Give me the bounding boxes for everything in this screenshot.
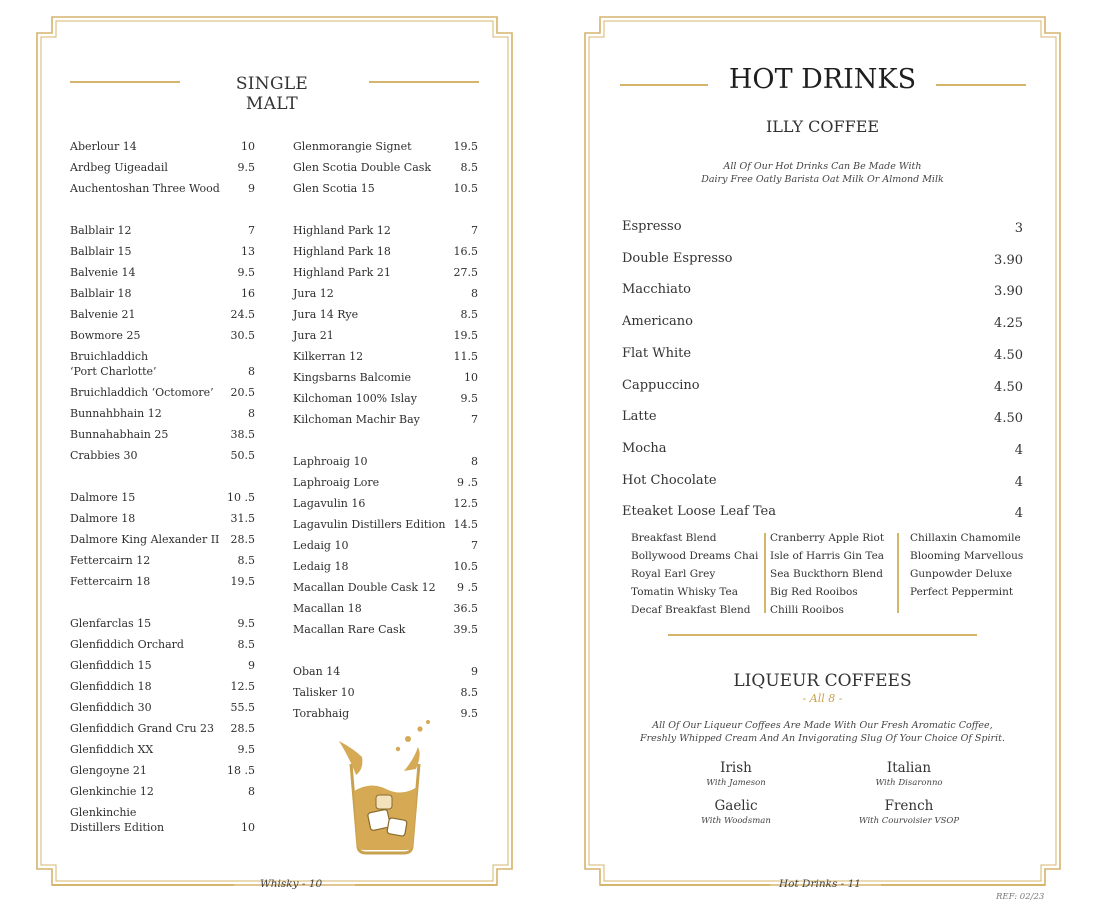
whisky-name: Highland Park 21 xyxy=(293,266,391,279)
whisky-name: Bruichladdich xyxy=(70,350,149,363)
drink-price: 3 xyxy=(1014,221,1023,236)
liqueur-note-line-2: Freshly Whipped Cream And An Invigorating Slug Of Your Choice Of Spirit. xyxy=(640,733,1005,744)
milk-note-line-2: Dairy Free Oatly Barista Oat Milk Or Almond Milk xyxy=(701,174,944,185)
whisky-name: Talisker 10 xyxy=(293,686,355,699)
whisky-price: 9 .5 xyxy=(457,476,478,489)
whisky-name: Glenfiddich Orchard xyxy=(70,638,184,651)
liqueur-item xyxy=(829,760,989,788)
whisky-name: Glenkinchie xyxy=(70,806,137,819)
whisky-name: Fettercairn 12 xyxy=(70,554,151,567)
whisky-price: 13 xyxy=(241,245,255,258)
tea-item: Isle of Harris Gin Tea xyxy=(770,550,885,562)
whisky-price: 7 xyxy=(471,224,478,237)
liqueur-name: French xyxy=(884,798,934,814)
whisky-price: 38.5 xyxy=(230,428,255,441)
liqueur-spirit: With Jameson xyxy=(706,778,766,788)
tea-column-3 xyxy=(910,529,1023,601)
drink-item xyxy=(622,282,1023,300)
footer-rule-right xyxy=(881,884,1045,886)
whisky-price: 28.5 xyxy=(230,722,255,735)
whisky-price: 9.5 xyxy=(237,743,255,756)
title-rule-right xyxy=(936,84,1026,86)
tea-item: Royal Earl Grey xyxy=(631,568,716,580)
whisky-name: Macallan Double Cask 12 xyxy=(293,581,436,594)
whisky-name: Glenfiddich 15 xyxy=(70,659,152,672)
whisky-price: 9 xyxy=(248,182,255,195)
drink-price: 4.50 xyxy=(994,411,1023,427)
drink-item xyxy=(622,251,1023,266)
whisky-name: Dalmore 18 xyxy=(70,512,136,525)
whisky-price: 10.5 xyxy=(453,560,478,573)
whisky-name: Aberlour 14 xyxy=(70,140,137,153)
tea-column-2 xyxy=(770,529,884,619)
whisky-price: 8 xyxy=(471,287,478,300)
liqueur-name: Irish xyxy=(720,760,752,776)
whisky-price: 9.5 xyxy=(237,161,255,174)
footer-rule-left xyxy=(600,884,770,886)
drink-item xyxy=(622,504,1023,522)
whisky-name: Glen Scotia 15 xyxy=(293,182,375,195)
tea-column-1 xyxy=(631,529,758,619)
whisky-name: Kilchoman Machir Bay xyxy=(293,413,420,426)
drink-name: Cappuccino xyxy=(622,377,700,393)
footer-rule-right xyxy=(355,884,497,886)
whisky-glass-icon xyxy=(336,719,436,859)
tea-item: Tomatin Whisky Tea xyxy=(631,586,738,598)
page-title: HOT DRINKS xyxy=(728,64,917,95)
liqueur-name: Italian xyxy=(886,760,932,776)
whisky-name: Auchentoshan Three Wood xyxy=(70,182,220,195)
whisky-price: 8.5 xyxy=(237,554,255,567)
whisky-name: Lagavulin 16 xyxy=(293,497,366,510)
whisky-name: Kilkerran 12 xyxy=(293,350,364,363)
whisky-name: Glenmorangie Signet xyxy=(293,140,412,153)
liqueur-item xyxy=(656,798,816,826)
whisky-price: 11.5 xyxy=(453,350,478,363)
drink-name: Double Espresso xyxy=(622,250,733,266)
drink-price: 4.50 xyxy=(994,347,1023,363)
drink-name: Eteaket Loose Leaf Tea xyxy=(622,504,776,520)
whisky-price: 9 xyxy=(248,659,255,672)
drink-price: 4.50 xyxy=(994,379,1023,395)
whisky-name: Jura 12 xyxy=(293,287,334,300)
tea-item: Chilli Rooibos xyxy=(770,604,844,616)
whisky-name: Ledaig 10 xyxy=(293,539,349,552)
tea-item: Breakfast Blend xyxy=(631,532,717,544)
whisky-name: Bruichladdich ‘Octomore’ xyxy=(70,386,214,399)
section-subtitle: ILLY COFFEE xyxy=(765,117,880,136)
drink-name: Latte xyxy=(622,409,657,425)
title-rule-right xyxy=(369,81,479,83)
whisky-name: Glengoyne 21 xyxy=(70,764,147,777)
drink-item xyxy=(622,378,1023,393)
tea-item: Chillaxin Chamomile xyxy=(910,532,1021,544)
whisky-name: Dalmore 15 xyxy=(70,491,136,504)
whisky-name: Glenfiddich Grand Cru 23 xyxy=(70,722,215,735)
whisky-name: Glenfiddich 30 xyxy=(70,701,152,714)
tea-item: Perfect Peppermint xyxy=(910,586,1014,598)
liqueur-name: Gaelic xyxy=(714,798,758,814)
section-title: SINGLE MALT xyxy=(235,74,309,114)
whisky-price: 50.5 xyxy=(230,449,255,462)
page-single-malt xyxy=(36,16,513,890)
page-footer: Whisky - 10 xyxy=(260,878,323,890)
whisky-price: 7 xyxy=(471,539,478,552)
whisky-name: Ardbeg Uigeadail xyxy=(70,161,168,174)
whisky-name: Jura 21 xyxy=(293,329,334,342)
drink-item xyxy=(622,314,1023,332)
title-rule-left xyxy=(620,84,708,86)
drink-item xyxy=(622,441,1023,456)
whisky-name-line-2: Distillers Edition xyxy=(70,821,165,834)
whisky-price: 27.5 xyxy=(453,266,478,279)
whisky-price: 10 xyxy=(464,371,478,384)
page-footer: Hot Drinks - 11 xyxy=(779,878,861,890)
tea-item: Cranberry Apple Riot xyxy=(770,532,885,544)
drink-price: 4 xyxy=(1014,474,1023,490)
whisky-price: 8.5 xyxy=(237,638,255,651)
whisky-price: 14.5 xyxy=(453,518,478,531)
whisky-price: 19.5 xyxy=(453,140,478,153)
whisky-name: Kilchoman 100% Islay xyxy=(293,392,417,405)
tea-item: Bollywood Dreams Chai xyxy=(631,550,759,562)
whisky-price: 8 xyxy=(248,785,255,798)
whisky-price: 9 xyxy=(471,665,478,678)
whisky-name: Highland Park 18 xyxy=(293,245,391,258)
whisky-name: Fettercairn 18 xyxy=(70,575,151,588)
whisky-name: Glenfiddich 18 xyxy=(70,680,152,693)
whisky-name: Oban 14 xyxy=(293,665,341,678)
whisky-price: 8 xyxy=(248,365,255,378)
reference-code: REF: 02/23 xyxy=(996,892,1045,902)
whisky-price: 18 .5 xyxy=(227,764,255,777)
tea-divider xyxy=(897,533,899,613)
whisky-price: 10 xyxy=(241,140,255,153)
whisky-name: Kingsbarns Balcomie xyxy=(293,371,411,384)
tea-item: Sea Buckthorn Blend xyxy=(770,568,883,580)
drink-name: Mocha xyxy=(622,440,667,456)
tea-item: Big Red Rooibos xyxy=(770,586,858,598)
whisky-price: 9.5 xyxy=(460,392,478,405)
whisky-price: 7 xyxy=(471,413,478,426)
tea-item: Blooming Marvellous xyxy=(910,550,1024,562)
whisky-name: Balblair 15 xyxy=(70,245,132,258)
whisky-price: 9 .5 xyxy=(457,581,478,594)
liqueur-subtitle: - All 8 - xyxy=(802,692,843,705)
whisky-name: Macallan 18 xyxy=(293,602,362,615)
liqueur-note-line-1: All Of Our Liqueur Coffees Are Made With Our Fresh Aromatic Coffee, xyxy=(652,720,993,731)
liqueur-item xyxy=(656,760,816,788)
whisky-price: 19.5 xyxy=(453,329,478,342)
tea-divider xyxy=(764,533,766,613)
whisky-name: Highland Park 12 xyxy=(293,224,391,237)
drink-name: Flat White xyxy=(622,345,692,361)
drink-item xyxy=(622,219,1023,234)
whisky-name-line-2: ‘Port Charlotte’ xyxy=(70,365,157,378)
drink-name: Espresso xyxy=(622,219,682,234)
whisky-price: 8 xyxy=(248,407,255,420)
page-hot-drinks xyxy=(584,16,1061,890)
milk-note-line-1: All Of Our Hot Drinks Can Be Made With xyxy=(723,161,922,172)
section-divider xyxy=(668,634,977,636)
drink-price: 4.25 xyxy=(994,316,1023,332)
drink-price: 4 xyxy=(1014,506,1023,522)
tea-item: Decaf Breakfast Blend xyxy=(631,604,751,616)
drink-name: Americano xyxy=(622,314,694,330)
drink-item xyxy=(622,346,1023,361)
whisky-price: 10 xyxy=(241,821,255,834)
whisky-name: Balblair 18 xyxy=(70,287,132,300)
whisky-name: Bunnahabhain 25 xyxy=(70,428,169,441)
whisky-price: 55.5 xyxy=(230,701,255,714)
whisky-price: 24.5 xyxy=(230,308,255,321)
drink-price: 3.90 xyxy=(994,284,1023,300)
whisky-price: 9.5 xyxy=(237,617,255,630)
whisky-price: 39.5 xyxy=(453,623,478,636)
whisky-name: Crabbies 30 xyxy=(70,449,138,462)
whisky-price: 10 .5 xyxy=(227,491,255,504)
whisky-name: Glenfarclas 15 xyxy=(70,617,152,630)
whisky-price: 9.5 xyxy=(460,707,478,720)
whisky-price: 31.5 xyxy=(230,512,255,525)
drink-name: Hot Chocolate xyxy=(622,472,717,488)
whisky-price: 36.5 xyxy=(453,602,478,615)
tea-item: Gunpowder Deluxe xyxy=(910,568,1013,580)
whisky-name: Bunnahbhain 12 xyxy=(70,407,162,420)
drink-price: 3.90 xyxy=(994,252,1023,268)
whisky-name: Laphroaig Lore xyxy=(293,476,380,489)
whisky-price: 8 xyxy=(471,455,478,468)
whisky-name: Ledaig 18 xyxy=(293,560,349,573)
whisky-price: 7 xyxy=(248,224,255,237)
whisky-name: Balvenie 14 xyxy=(70,266,136,279)
drink-name: Macchiato xyxy=(622,282,691,298)
liqueur-spirit: With Courvoisier VSOP xyxy=(858,816,960,826)
whisky-name: Bowmore 25 xyxy=(70,329,141,342)
whisky-name: Balvenie 21 xyxy=(70,308,136,321)
footer-rule-left xyxy=(52,884,234,886)
whisky-price: 16 xyxy=(241,287,255,300)
whisky-name: Dalmore King Alexander II xyxy=(70,533,220,546)
whisky-price: 8.5 xyxy=(460,686,478,699)
whisky-price: 30.5 xyxy=(230,329,255,342)
whisky-price: 20.5 xyxy=(230,386,255,399)
whisky-price: 16.5 xyxy=(453,245,478,258)
title-rule-left xyxy=(70,81,180,83)
whisky-name: Torabhaig xyxy=(293,707,350,720)
liqueur-title: LIQUEUR COFFEES xyxy=(733,671,912,691)
whisky-price: 9.5 xyxy=(237,266,255,279)
whisky-price: 12.5 xyxy=(453,497,478,510)
whisky-name: Glenfiddich XX xyxy=(70,743,154,756)
whisky-name: Laphroaig 10 xyxy=(293,455,368,468)
drink-item xyxy=(622,409,1023,427)
drink-item xyxy=(622,473,1023,488)
whisky-price: 28.5 xyxy=(230,533,255,546)
whisky-name: Balblair 12 xyxy=(70,224,132,237)
whisky-name: Glen Scotia Double Cask xyxy=(293,161,432,174)
whisky-price: 8.5 xyxy=(460,308,478,321)
liqueur-spirit: With Disaronno xyxy=(875,778,943,788)
whisky-price: 12.5 xyxy=(230,680,255,693)
whisky-price: 8.5 xyxy=(460,161,478,174)
whisky-name: Lagavulin Distillers Edition xyxy=(293,518,446,531)
drink-price: 4 xyxy=(1014,442,1023,458)
whisky-name: Macallan Rare Cask xyxy=(293,623,406,636)
liqueur-item xyxy=(829,798,989,826)
whisky-price: 19.5 xyxy=(230,575,255,588)
whisky-name: Jura 14 Rye xyxy=(293,308,359,321)
whisky-name: Glenkinchie 12 xyxy=(70,785,154,798)
whisky-price: 10.5 xyxy=(453,182,478,195)
liqueur-spirit: With Woodsman xyxy=(701,816,771,826)
